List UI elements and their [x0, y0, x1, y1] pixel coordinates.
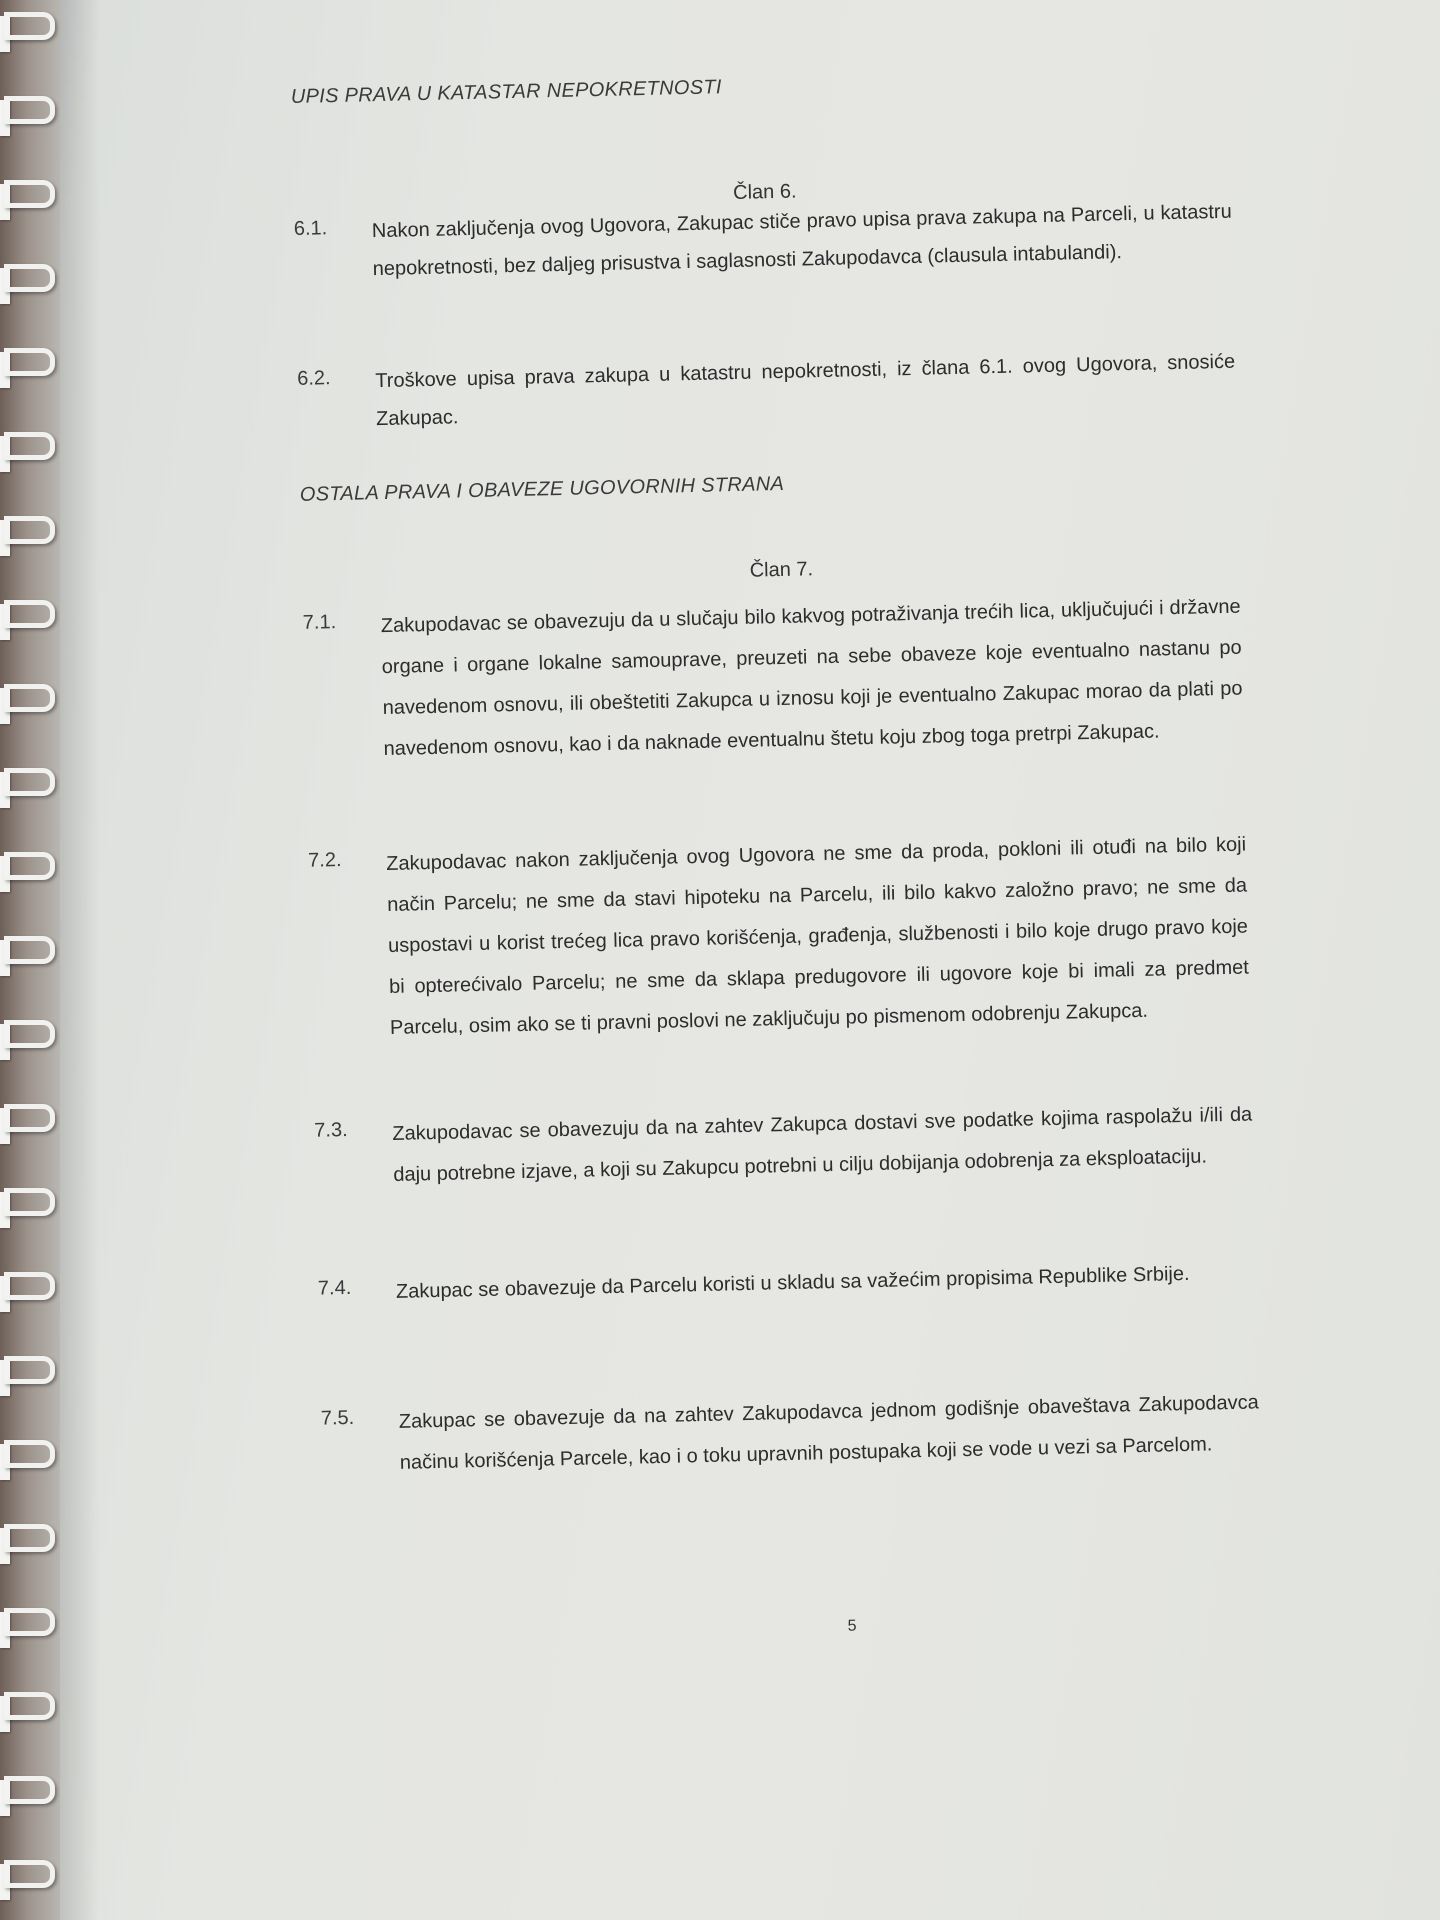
- binding-coil: [0, 260, 62, 290]
- binding-coil: [0, 1016, 62, 1046]
- clause-text: Zakupac se obavezuje da na zahtev Zakupodavca jednom godišnje obaveštava Zakupodavca načinu korišćenja Parcele, kao i o toku upravnih postupaka koji se vode u vezi sa Parcelom.: [398, 1391, 1259, 1474]
- clause-7-3: [314, 1092, 1354, 1186]
- binding-coil: [0, 1856, 62, 1886]
- binding-coil: [0, 1688, 62, 1718]
- section-heading-other-rights: OSTALA PRAVA I OBAVEZE UGOVORNIH STRANA: [299, 472, 785, 506]
- clause-7-4: [317, 1250, 1358, 1303]
- binding-coil: [0, 1268, 62, 1298]
- clause-number: 7.5.: [320, 1406, 355, 1430]
- binding-coil: [0, 512, 62, 542]
- clause-text: Zakupodavac nakon zaključenja ovog Ugovora ne sme da proda, pokloni ili otuđi na bilo koji način Parcelu; ne sme da stavi hipoteku na Parcelu, ili bilo kakvo založno pravo; ne sme da uspostavi u korist trećeg lica pravo korišćenja, građenja, službenosti i bilo koje drugo pravo koje bi opterećivalo Parcelu; ne sme da sklapa predugovore ili ugovore koje bi imali za predmet Parcelu, osim ako se ti pravni poslovi ne zaključuju po pismenom odobrenju Zakupca.: [386, 833, 1250, 1039]
- binding-coil: [0, 176, 62, 206]
- spiral-binding: [0, 0, 60, 1920]
- binding-coil: [0, 596, 62, 626]
- clause-number: 6.2.: [296, 367, 331, 390]
- clause-6-2: [296, 340, 1337, 431]
- binding-coil: [0, 1520, 62, 1550]
- binding-coil: [0, 1184, 62, 1214]
- binding-coil: [0, 848, 62, 878]
- clause-number: 7.2.: [307, 849, 342, 872]
- clause-number: 7.3.: [314, 1118, 348, 1142]
- binding-coil: [0, 1436, 62, 1466]
- page-number: 5: [847, 1617, 857, 1635]
- clause-6-1: [293, 190, 1333, 281]
- clause-text: Zakupac se obavezuje da Parcelu koristi u skladu sa važećim propisima Republike Srbije.: [395, 1262, 1190, 1303]
- binding-coil: [0, 344, 62, 374]
- document-content: [290, 36, 1367, 1699]
- clause-text: Zakupodavac se obavezuju da u slučaju bilo kakvog potraživanja trećih lica, uključujući i državne organe i organe lokalne samouprave, preuzeti na sebe obaveze koje eventualno nastanu po navedenom osnovu, ili obeštetiti Zakupca u iznosu koji je eventualno Zakupac morao da plati po navedenom osnovu, kao i da naknade eventualnu štetu koju zbog toga pretrpi Zakupac.: [380, 595, 1243, 761]
- article-6-title: Član 6.: [732, 180, 797, 204]
- binding-coil: [0, 1352, 62, 1382]
- binding-coil: [0, 92, 62, 122]
- clause-number: 7.1.: [302, 611, 337, 634]
- section-heading-land-registry: UPIS PRAVA U KATASTAR NEPOKRETNOSTI: [290, 76, 722, 108]
- clause-7-1: [302, 584, 1342, 761]
- binding-coil: [0, 1604, 62, 1634]
- binding-coil: [0, 1100, 62, 1130]
- binding-coil: [0, 764, 62, 794]
- article-7-title: Član 7.: [749, 558, 814, 582]
- binding-coil: [0, 8, 62, 38]
- clause-7-5: [320, 1380, 1360, 1474]
- clause-text: Zakupodavac se obavezuju da na zahtev Zakupca dostavi sve podatke kojima raspolažu i/ili da daju potrebne izjave, a koji su Zakupcu potrebni u cilju dobijanja odobrenja za eksploataciju.: [392, 1103, 1253, 1186]
- clause-7-2: [307, 822, 1348, 1039]
- binding-coil: [0, 428, 62, 458]
- clause-text: Troškove upisa prava zakupa u katastru nepokretnosti, iz člana 6.1. ovog Ugovora, snosiće Zakupac.: [375, 350, 1236, 431]
- clause-number: 7.4.: [317, 1276, 352, 1300]
- clause-text: Nakon zaključenja ovog Ugovora, Zakupac stiče pravo upisa prava zakupa na Parceli, u katastru nepokretnosti, bez daljeg prisustva i saglasnosti Zakupodavca (clausula intabulandi).: [371, 200, 1232, 281]
- binding-coil: [0, 1772, 62, 1802]
- clause-number: 6.1.: [293, 217, 328, 240]
- binding-coil: [0, 680, 62, 710]
- binding-coil: [0, 932, 62, 962]
